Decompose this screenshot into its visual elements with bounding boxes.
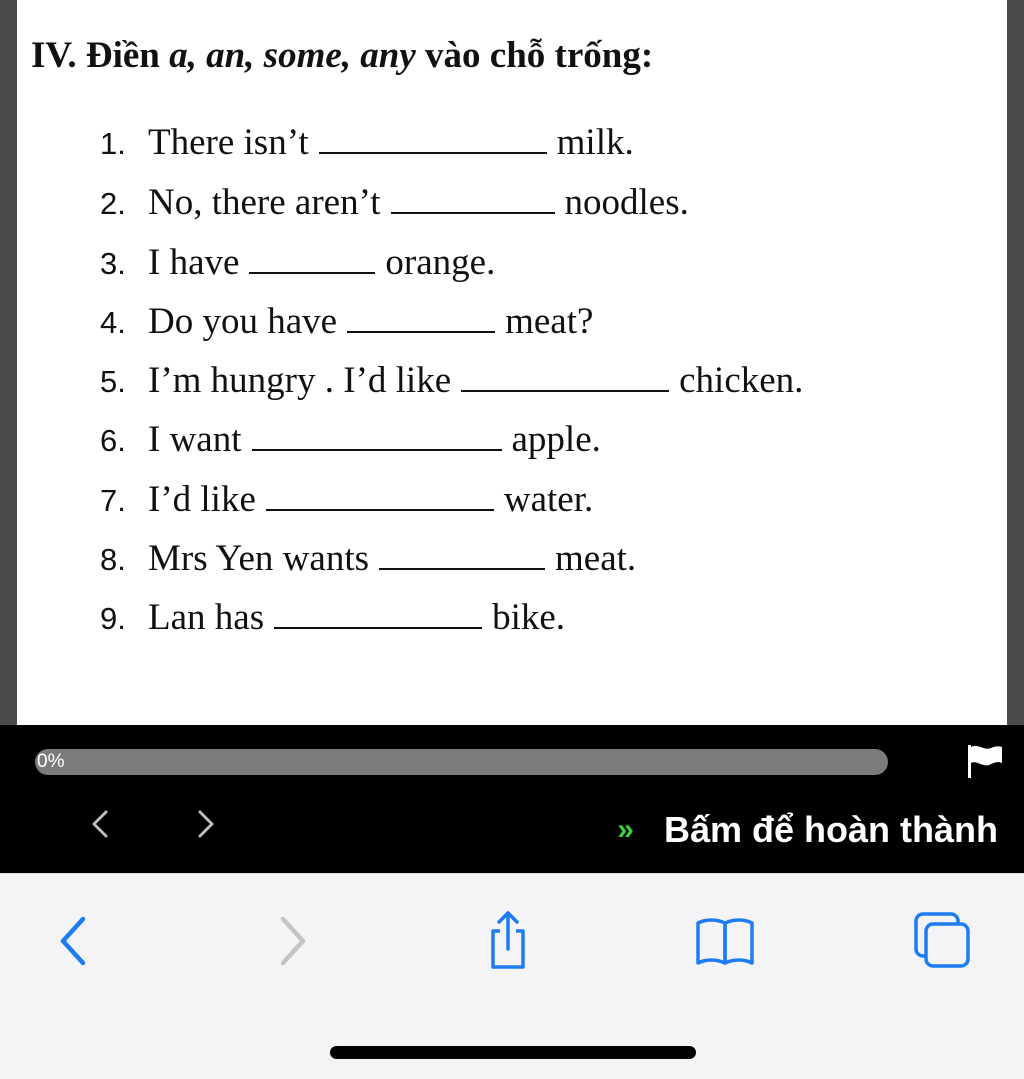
home-indicator xyxy=(330,1046,696,1059)
question-number: 1. xyxy=(100,126,126,161)
answer-blank[interactable] xyxy=(252,421,502,451)
tabs-button[interactable] xyxy=(906,906,976,976)
heading-options: a, an, some, any xyxy=(169,35,416,76)
question-number: 6. xyxy=(100,423,126,458)
browser-forward-button[interactable] xyxy=(258,906,328,976)
question-text-after: meat. xyxy=(555,538,637,579)
flag-icon[interactable] xyxy=(964,743,1004,779)
share-icon xyxy=(480,909,536,973)
finish-label: Bấm để hoàn thành xyxy=(663,809,998,850)
question-item xyxy=(100,241,495,286)
book-icon xyxy=(692,911,758,971)
answer-blank[interactable] xyxy=(347,303,495,333)
answer-blank[interactable] xyxy=(249,244,375,274)
question-number: 9. xyxy=(100,601,126,636)
question-item xyxy=(100,359,803,404)
heading-suffix: vào chỗ trống: xyxy=(415,35,654,76)
question-text-after: chicken. xyxy=(679,360,804,401)
question-text-before: I’d like xyxy=(148,479,256,520)
question-item xyxy=(100,537,636,582)
bookmarks-button[interactable] xyxy=(690,906,760,976)
question-item xyxy=(100,596,565,641)
heading-prefix: IV. Điền xyxy=(31,35,170,76)
question-item xyxy=(100,478,593,523)
next-page-button[interactable] xyxy=(190,802,220,846)
question-text-before: I want xyxy=(148,419,242,460)
answer-blank[interactable] xyxy=(274,599,482,629)
question-text-before: I’m hungry . I’d like xyxy=(148,360,452,401)
prev-page-button[interactable] xyxy=(86,802,116,846)
browser-toolbar xyxy=(0,873,1024,1079)
chevron-left-icon xyxy=(86,802,116,846)
question-text-before: Lan has xyxy=(148,597,265,638)
question-text-before: I have xyxy=(148,242,240,283)
question-text-before: Do you have xyxy=(148,301,338,342)
chevron-right-icon xyxy=(190,802,220,846)
question-text-before: Mrs Yen wants xyxy=(148,538,370,579)
question-text-after: noodles. xyxy=(564,182,689,223)
question-item xyxy=(100,121,634,166)
progress-bar xyxy=(35,749,888,775)
tabs-icon xyxy=(908,908,974,974)
share-button[interactable] xyxy=(473,906,543,976)
question-text-before: There isn’t xyxy=(148,122,309,163)
worksheet-page xyxy=(17,0,1007,725)
double-chevron-right-icon: » xyxy=(617,813,634,846)
finish-button[interactable] xyxy=(617,809,998,851)
answer-blank[interactable] xyxy=(266,481,494,511)
browser-back-button[interactable] xyxy=(38,906,108,976)
question-text-after: water. xyxy=(503,479,594,520)
answer-blank[interactable] xyxy=(461,362,669,392)
question-number: 5. xyxy=(100,364,126,399)
question-text-after: meat? xyxy=(505,301,594,342)
player-bar xyxy=(0,725,1024,873)
forward-arrow-icon xyxy=(271,911,315,971)
question-number: 7. xyxy=(100,483,126,518)
progress-percent: 0% xyxy=(37,751,65,772)
back-arrow-icon xyxy=(51,911,95,971)
question-text-before: No, there aren’t xyxy=(148,182,381,223)
exercise-heading xyxy=(31,34,653,77)
question-item xyxy=(100,300,593,345)
answer-blank[interactable] xyxy=(319,124,547,154)
question-item xyxy=(100,418,601,463)
question-number: 4. xyxy=(100,305,126,340)
question-number: 8. xyxy=(100,542,126,577)
question-text-after: bike. xyxy=(492,597,566,638)
question-number: 3. xyxy=(100,246,126,281)
question-item xyxy=(100,181,689,226)
question-number: 2. xyxy=(100,186,126,221)
answer-blank[interactable] xyxy=(379,540,545,570)
answer-blank[interactable] xyxy=(391,184,555,214)
question-text-after: orange. xyxy=(385,242,496,283)
question-text-after: apple. xyxy=(511,419,601,460)
question-text-after: milk. xyxy=(556,122,634,163)
